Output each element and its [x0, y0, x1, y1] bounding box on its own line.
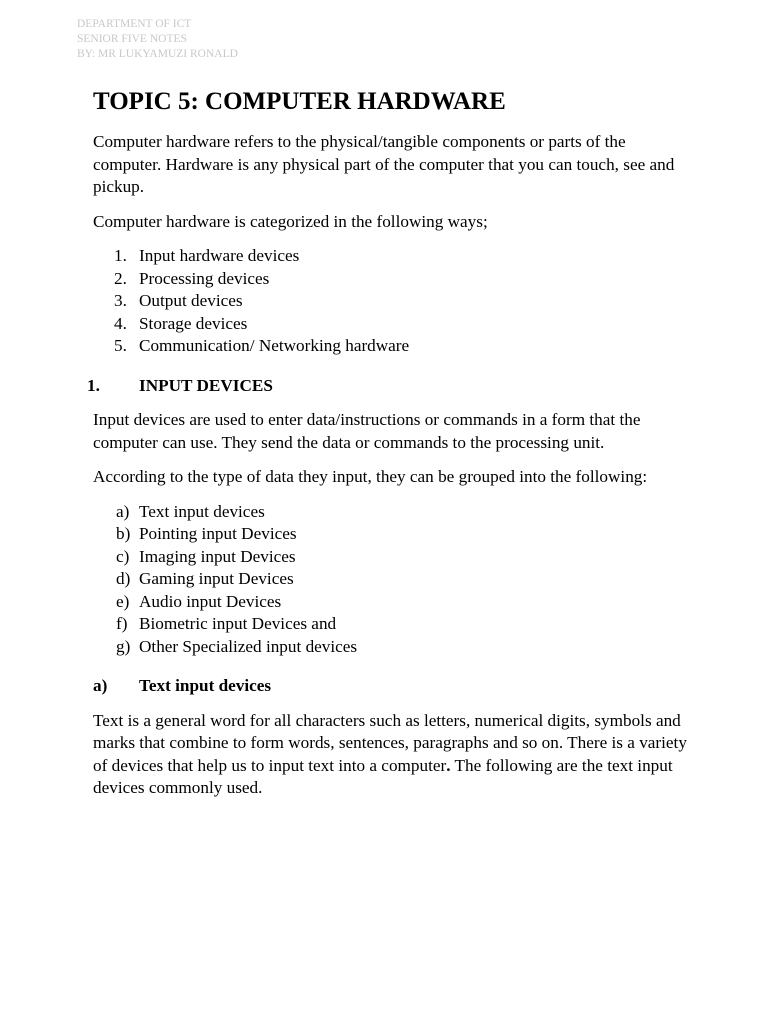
list-item	[93, 636, 693, 659]
topic-title: TOPIC 5: COMPUTER HARDWARE	[93, 88, 506, 115]
list-item	[93, 335, 693, 358]
text-input-paragraph-bold-period: .	[446, 755, 451, 775]
list-item	[93, 290, 693, 313]
list-marker: 4.	[114, 313, 127, 333]
header-department: DEPARTMENT OF ICT	[77, 18, 192, 30]
list-marker: f)	[116, 614, 128, 633]
list-item	[93, 268, 693, 291]
list-item	[93, 313, 693, 336]
list-marker: 1.	[114, 246, 127, 265]
section-heading-input-devices	[87, 375, 693, 398]
intro-paragraph: Computer hardware refers to the physical/tangible components or parts of the computer. Hardware is any physical part of the computer that you can touch, see and pickup.	[93, 132, 675, 196]
list-item-label: Biometric input Devices and	[139, 614, 337, 633]
list-item-label: Audio input Devices	[139, 591, 282, 611]
list-item-label: Processing devices	[139, 268, 270, 288]
section-title: INPUT DEVICES	[139, 375, 273, 395]
section-number: 1.	[87, 375, 100, 395]
list-item	[93, 591, 693, 614]
list-marker: g)	[116, 636, 131, 656]
text-input-paragraph-part1: Text is a general word for all characters such as letters, numerical digits, symbols and marks that combine to form words, sentences, paragraphs and so on. There is a variety of devices that help us to input text into a computer	[93, 710, 687, 775]
list-marker: 5.	[114, 336, 127, 355]
subsection-marker: a)	[93, 676, 108, 695]
subsection-heading-text-input	[93, 675, 693, 698]
list-item-label: Gaming input Devices	[139, 569, 294, 588]
list-marker: d)	[116, 569, 131, 588]
list-marker: c)	[116, 546, 130, 566]
subsection-title: Text input devices	[139, 676, 272, 695]
list-item-label: Output devices	[139, 291, 243, 310]
categorized-paragraph: Computer hardware is categorized in the following ways;	[93, 211, 488, 231]
list-item	[93, 523, 693, 546]
list-item	[93, 245, 693, 268]
list-item-label: Storage devices	[139, 313, 248, 333]
page-header	[77, 17, 238, 62]
list-item-label: Imaging input Devices	[139, 546, 296, 566]
list-item	[93, 568, 693, 591]
list-marker: 2.	[114, 268, 127, 288]
grouping-paragraph: According to the type of data they input, they can be grouped into the following:	[93, 467, 648, 486]
header-class-notes: SENIOR FIVE NOTES	[77, 33, 187, 45]
list-marker: 3.	[114, 291, 127, 310]
input-device-groups-list	[93, 501, 693, 659]
input-devices-paragraph: Input devices are used to enter data/instructions or commands in a form that the computer can use. They send the data or commands to the processing unit.	[93, 410, 641, 452]
text-input-paragraph-part2: The following are the text input devices commonly used.	[93, 755, 673, 797]
list-item-label: Input hardware devices	[139, 246, 300, 265]
list-item	[93, 501, 693, 524]
header-author: BY: MR LUKYAMUZI RONALD	[77, 48, 238, 60]
hardware-categories-list	[93, 245, 693, 358]
list-marker: b)	[116, 524, 131, 543]
list-marker: a)	[116, 501, 130, 521]
list-item-label: Pointing input Devices	[139, 524, 297, 543]
list-item-label: Communication/ Networking hardware	[139, 336, 410, 355]
text-input-paragraph	[93, 710, 693, 800]
list-item	[93, 613, 693, 636]
list-item-label: Text input devices	[139, 501, 265, 521]
document-body	[87, 86, 693, 800]
list-marker: e)	[116, 591, 130, 611]
list-item	[93, 546, 693, 569]
list-item-label: Other Specialized input devices	[139, 636, 358, 656]
